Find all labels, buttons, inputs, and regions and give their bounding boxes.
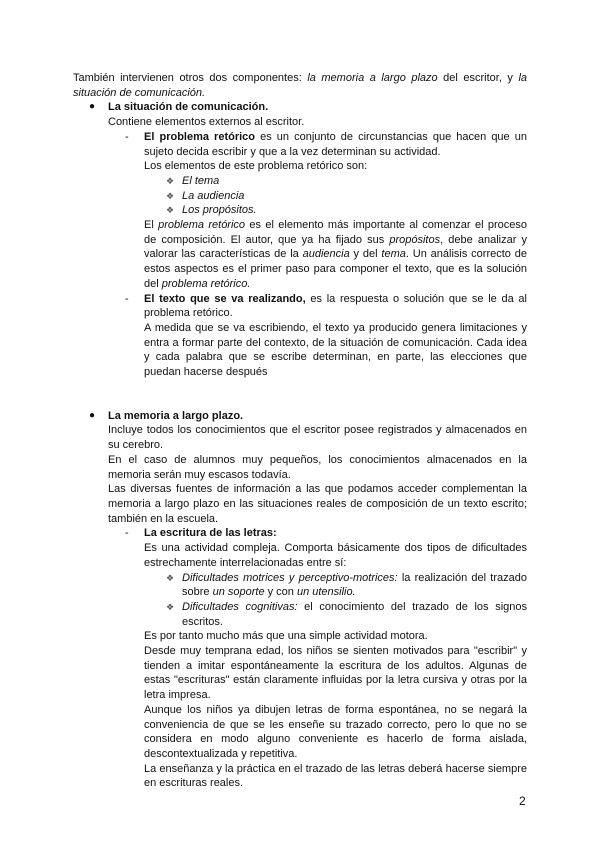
paragraph	[108, 453, 527, 482]
italic-text: la memoria a largo plazo	[307, 72, 438, 84]
list-item	[166, 203, 527, 218]
text-run: es la respuesta o solución que se le da al problema retórico.	[144, 292, 527, 320]
list-item	[125, 292, 527, 321]
text-run: Las diversas fuentes de información a las que podamos acceder complementan la memoria a largo plazo en las situaciones reales de composición de un texto escrito; también en la escuela.	[108, 483, 527, 525]
bold-text: La memoria a largo plazo.	[108, 409, 244, 422]
text-run: La enseñanza y la práctica en el trazado de las letras deberá hacerse siempre en escrituras reales.	[144, 762, 527, 790]
dash-marker: -	[125, 292, 129, 305]
paragraph	[144, 321, 527, 380]
text-run: y con	[264, 586, 297, 599]
paragraph	[144, 541, 527, 570]
list-item	[166, 189, 527, 204]
text-run: Desde muy temprana edad, los niños se sienten motivados para "escribir" y tienden a imitar espontáneamente la escritura de los adultos. Algunas de estas "escrituras" están claramente influidas por la letra cursiva y otras por la letra impresa.	[144, 645, 527, 702]
paragraph	[144, 762, 527, 791]
list-item	[125, 526, 527, 541]
diamond-bullet-icon: ❖	[166, 572, 175, 583]
italic-text: propósitos	[389, 233, 441, 246]
bullet-icon: ●	[89, 101, 96, 113]
italic-text: El tema	[182, 174, 220, 187]
paragraph	[108, 115, 527, 130]
paragraph	[73, 71, 527, 100]
bold-text: El texto que se va realizando,	[144, 292, 306, 305]
paragraph	[108, 482, 527, 526]
diamond-bullet-icon: ❖	[166, 175, 175, 186]
text-run: En el caso de alumnos muy pequeños, los conocimientos almacenados en la memoria serán muy escasos todavía.	[108, 453, 527, 481]
diamond-bullet-icon: ❖	[166, 190, 175, 201]
paragraph	[144, 703, 527, 762]
dash-marker: -	[125, 130, 129, 143]
italic-text: la situación de comunicación.	[73, 72, 527, 99]
text-run: Aunque los niños ya dibujen letras de forma espontánea, no se negará la conveniencia de que se les enseñe su trazado correcto, pero lo que no se considera en modo alguno conveniente es hacerlo de forma aislada, descontextualizada y repetitiva.	[144, 703, 527, 760]
italic-text: Los propósitos.	[182, 204, 257, 217]
diamond-bullet-icon: ❖	[166, 601, 175, 612]
text-run: Incluye todos los conocimientos que el escritor posee registrados y almacenados en su cerebro.	[108, 424, 527, 452]
paragraph	[144, 159, 527, 174]
dash-marker: -	[125, 527, 129, 540]
italic-text: Dificultades motrices y perceptivo-motrices:	[182, 571, 398, 584]
text-run: A medida que se va escribiendo, el texto ya producido genera limitaciones y entra a formar parte del contexto, de la situación de comunicación. Cada idea y cada palabra que se escribe determinan, en parte, las elecciones que puedan hacerse después	[144, 321, 527, 379]
paragraph	[144, 644, 527, 703]
italic-text: Dificultades cognitivas:	[182, 600, 298, 613]
list-item	[125, 130, 527, 159]
text-run: . Un análisis correcto de estos aspectos es el primer paso para componer el texto, que es la solución del	[144, 248, 527, 290]
paragraph	[108, 423, 527, 452]
text-run: el conocimiento del trazado de los signos escritos.	[182, 600, 527, 628]
italic-text: tema	[381, 248, 406, 261]
diamond-bullet-icon: ❖	[166, 205, 175, 216]
italic-text: un soporte	[212, 586, 265, 599]
list-item	[166, 600, 527, 629]
paragraph	[144, 629, 527, 644]
italic-text: La audiencia	[182, 189, 245, 202]
text-run: del escritor, y	[437, 72, 519, 84]
list-item	[89, 409, 527, 424]
bold-text: La escritura de las letras:	[144, 527, 277, 540]
paragraph	[144, 218, 527, 292]
text-run: Es por tanto mucho más que una simple actividad motora.	[144, 630, 428, 643]
italic-text: problema retórico.	[161, 277, 251, 290]
bullet-icon: ●	[89, 409, 96, 421]
text-run: Los elementos de este problema retórico son:	[144, 160, 368, 173]
list-item	[166, 174, 527, 189]
text-run: El	[144, 219, 159, 232]
list-item	[89, 100, 527, 115]
bold-text: La situación de comunicación.	[108, 101, 269, 114]
bold-text: El problema retórico	[144, 130, 256, 143]
text-run: es el elemento más importante al comenzar el proceso de composición. El autor, que ya ha fijado sus	[144, 219, 527, 246]
italic-text: un utensilio.	[296, 586, 356, 599]
text-run: Es una actividad compleja. Comporta básicamente dos tipos de dificultades estrechamente interrelacionadas entre sí:	[144, 542, 527, 569]
text-run: Contiene elementos externos al escritor.	[108, 116, 305, 129]
italic-text: problema retórico	[158, 219, 246, 232]
text-run: , debe analizar y valorar las características de la	[144, 233, 528, 261]
text-run: y del	[349, 248, 382, 261]
text-run: es un conjunto de circunstancias que hacen que un sujeto decida escribir y que a la vez determinan su actividad.	[144, 130, 527, 158]
italic-text: audiencia	[302, 248, 350, 261]
document-body	[73, 71, 527, 791]
page-number: 2	[519, 794, 526, 808]
text-run: la realización del trazado sobre	[182, 571, 527, 599]
list-item	[166, 571, 527, 600]
text-run: También intervienen otros dos componentes:	[73, 72, 308, 84]
